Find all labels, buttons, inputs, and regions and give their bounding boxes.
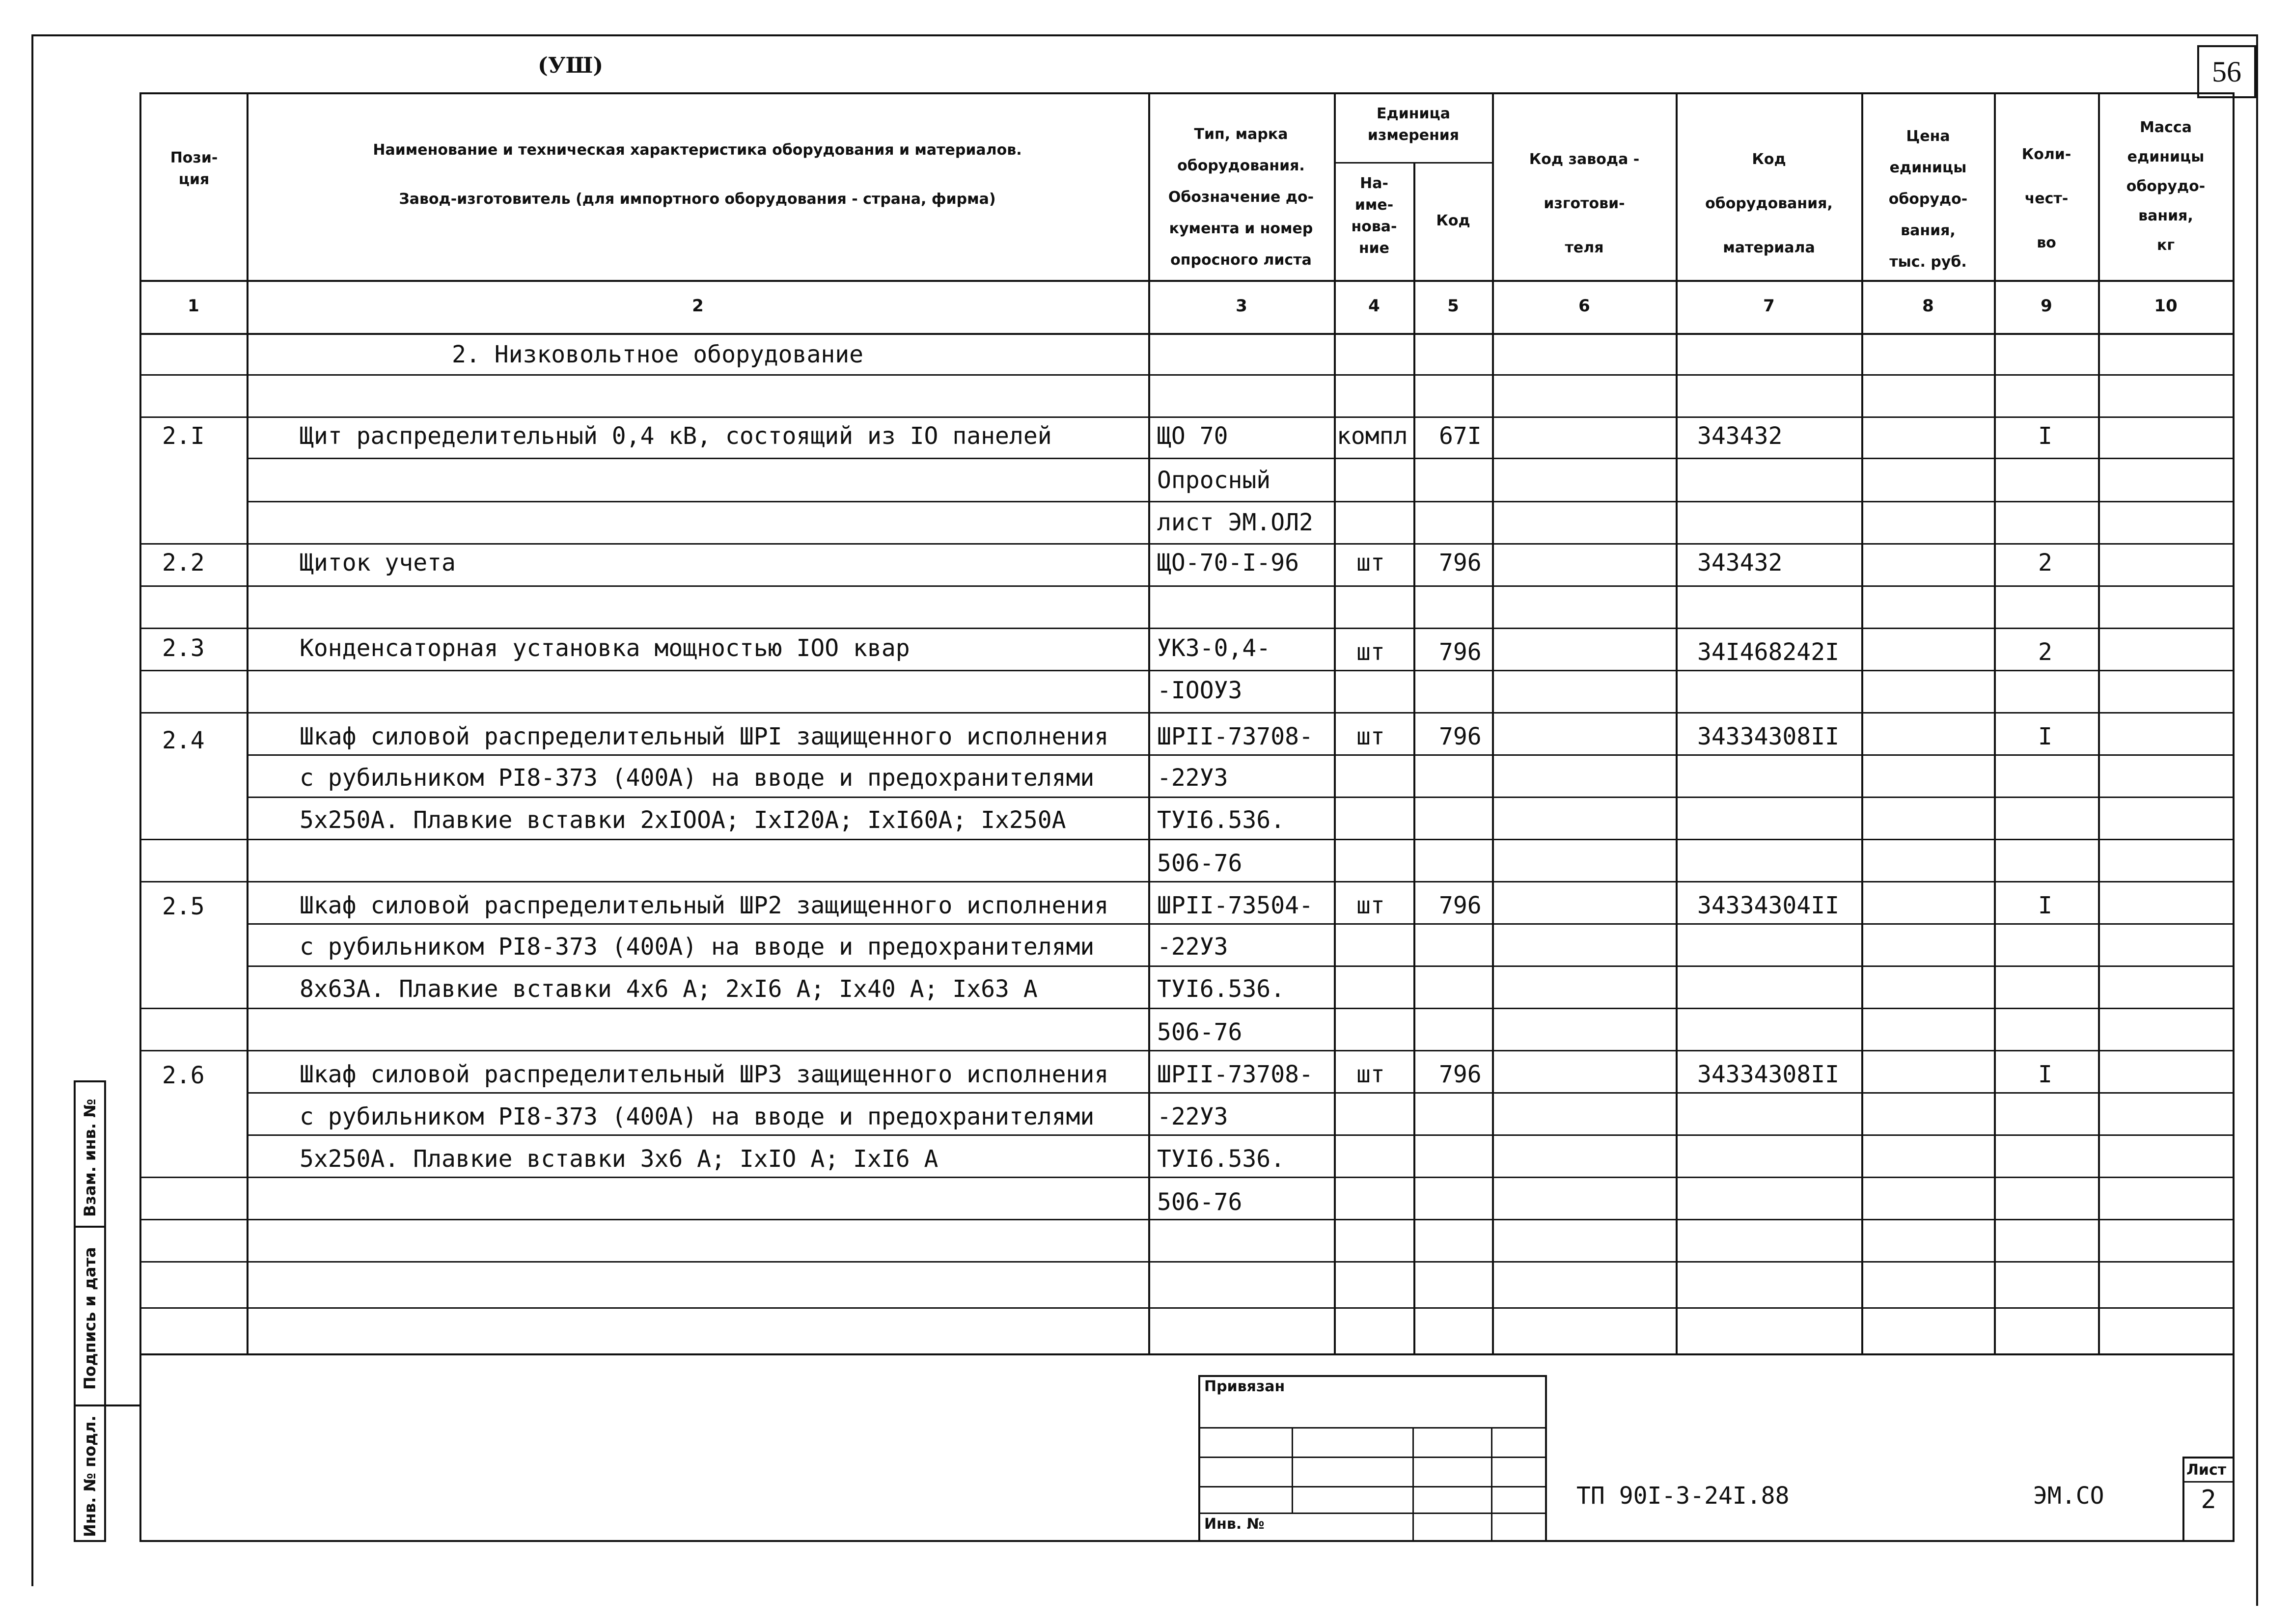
side-box-divider-2: [74, 1404, 106, 1406]
header-type: Тип, марка оборудования. Обозначение до- кумента и номер опросного листа: [1168, 126, 1314, 269]
ucode-2-1: 67I: [1439, 422, 1482, 450]
header-name-line1: Наименование и техническая характеристика оборудования и материалов.: [373, 141, 1022, 159]
header-unit-name: На- име- нова- ние: [1351, 175, 1397, 257]
colnum-7: 7: [1763, 296, 1775, 316]
row-line: [139, 585, 2233, 587]
row-line: [139, 374, 2233, 376]
type-2-5-line4: 506-76: [1157, 1018, 1242, 1046]
colnum-4: 4: [1368, 296, 1380, 316]
side-box-left-line: [74, 1080, 76, 1540]
header-equipment-code: Код оборудования, материала: [1705, 151, 1833, 256]
stamp-vline-1: [1292, 1427, 1293, 1513]
col-line-4: [1413, 162, 1415, 1354]
type-2-6-line2: -22УЗ: [1157, 1103, 1228, 1130]
type-2-4-line4: 506-76: [1157, 850, 1242, 877]
qty-2-6: I: [2038, 1061, 2052, 1088]
list-number: 2: [2201, 1485, 2216, 1514]
row-line: [139, 1261, 2233, 1263]
header-name-line2: Завод-изготовитель (для импортного оборудования - страна, фирма): [399, 191, 996, 208]
table-right-border: [2233, 92, 2235, 1542]
header-position: Пози- ция: [170, 149, 218, 188]
code-2-4: 34334308II: [1697, 723, 1839, 750]
unit-2-5: шт: [1356, 892, 1385, 919]
unit-2-1: компл: [1337, 422, 1408, 450]
stamp-inv-no-label: Инв. №: [1204, 1515, 1265, 1533]
code-2-2: 343432: [1697, 549, 1783, 577]
header-unit-code: Код: [1436, 212, 1470, 229]
type-2-4-line3: ТУI6.536.: [1157, 806, 1285, 834]
stamp-privyazan-top: [1198, 1375, 1546, 1377]
row-line: [247, 501, 2233, 502]
row-line: [247, 1134, 2233, 1136]
unit-subheader-line: [1334, 162, 1492, 164]
side-box-right-line: [104, 1080, 106, 1540]
col-line-1: [247, 92, 248, 1354]
colnum-bottom-line: [139, 333, 2233, 335]
name-2-4-line2: с рубильником РI8-373 (400А) на вводе и предохранителями: [300, 764, 1095, 792]
type-2-1-line2: Опросный: [1157, 467, 1271, 494]
name-2-1: Щит распределительный 0,4 кВ, состоящий из IO панелей: [300, 422, 1052, 450]
type-2-3-line2: -IOOУЗ: [1157, 677, 1242, 704]
name-2-6: Шкаф силовой распределительный ШР3 защищенного исполнения: [300, 1061, 1109, 1088]
colnum-3: 3: [1236, 296, 1247, 316]
type-2-2: ЩО-70-I-96: [1157, 549, 1299, 577]
name-2-4-line3: 5х250А. Плавкие вставки 2хIOOА; IхI20А; IхI60А; Iх250А: [300, 806, 1066, 834]
sheet-number: 56: [2197, 45, 2256, 98]
type-2-5: ШРII-73504-: [1157, 892, 1313, 919]
name-2-6-line3: 5х250А. Плавкие вставки 3х6 А; IхIO А; IхI6 А: [300, 1145, 938, 1173]
side-box-connector: [104, 1404, 141, 1406]
unit-2-4: шт: [1356, 723, 1385, 750]
row-line: [139, 1050, 2233, 1051]
pos-2-4: 2.4: [162, 727, 205, 754]
qty-2-5: I: [2038, 892, 2052, 919]
colnum-2: 2: [692, 296, 704, 316]
code-2-6: 34334308II: [1697, 1061, 1839, 1088]
qty-2-4: I: [2038, 723, 2052, 750]
type-2-4: ШРII-73708-: [1157, 723, 1313, 750]
unit-2-3: шт: [1356, 638, 1385, 666]
pos-2-1: 2.I: [162, 422, 205, 450]
side-box-top: [74, 1080, 106, 1082]
name-2-3: Конденсаторная установка мощностью IOO квар: [300, 634, 910, 662]
type-2-6-line4: 506-76: [1157, 1188, 1242, 1216]
header-mass: Масса единицы оборудо- вания, кг: [2126, 119, 2206, 254]
name-2-6-line2: с рубильником РI8-373 (400А) на вводе и предохранителями: [300, 1103, 1095, 1130]
stamp-line-1: [1198, 1427, 1546, 1429]
qty-2-1: I: [2038, 422, 2052, 450]
type-2-5-line3: ТУI6.536.: [1157, 975, 1285, 1003]
row-line: [247, 1092, 2233, 1094]
col-line-5: [1492, 92, 1494, 1354]
side-label-inv-podl: Инв. № подл.: [81, 1415, 99, 1537]
row-line: [247, 965, 2233, 967]
colnum-8: 8: [1922, 296, 1934, 316]
colnum-10: 10: [2154, 296, 2178, 316]
ucode-2-5: 796: [1439, 892, 1482, 919]
side-label-vzam-inv: Взам. инв. №: [81, 1099, 99, 1217]
list-box-divider: [2182, 1481, 2233, 1483]
table-bottom-border: [139, 1540, 2235, 1542]
stamp-vline-3: [1491, 1427, 1492, 1540]
document-code: ТП 90I-3-24I.88: [1576, 1482, 1790, 1510]
ucode-2-2: 796: [1439, 549, 1482, 577]
side-box-divider-1: [74, 1226, 106, 1228]
row-line: [139, 881, 2233, 882]
name-2-5: Шкаф силовой распределительный ШР2 защищенного исполнения: [300, 892, 1109, 919]
type-2-6: ШРII-73708-: [1157, 1061, 1313, 1088]
type-2-1-line3: лист ЭМ.ОЛ2: [1157, 509, 1313, 536]
row-line: [247, 923, 2233, 925]
col-line-7: [1861, 92, 1863, 1354]
right-binding-line: [2256, 34, 2258, 1606]
side-label-podpis-data: Подпись и дата: [81, 1247, 99, 1390]
row-line: [139, 1177, 2233, 1178]
col-line-2: [1148, 92, 1150, 1354]
row-line: [247, 754, 2233, 756]
top-mark: (УШ): [538, 53, 604, 78]
type-2-1: ЩО 70: [1157, 422, 1228, 450]
stamp-line-2: [1198, 1457, 1546, 1458]
pos-2-6: 2.6: [162, 1062, 205, 1089]
table-top-border: [139, 92, 2233, 94]
row-line: [139, 416, 2233, 418]
row-line: [139, 670, 2233, 671]
name-2-5-line3: 8х63А. Плавкие вставки 4х6 А; 2хI6 А; Iх40 А; Iх63 А: [300, 975, 1038, 1003]
row-line: [139, 839, 2233, 840]
left-binding-line: [31, 34, 33, 1586]
header-price: Цена единицы оборудо- вания, тыс. руб.: [1888, 128, 1968, 271]
name-2-4: Шкаф силовой распределительный ШРI защищенного исполнения: [300, 723, 1109, 750]
stamp-line-4: [1198, 1513, 1546, 1514]
col-line-6: [1676, 92, 1678, 1354]
list-box-top: [2182, 1457, 2233, 1459]
stamp-line-3: [1198, 1486, 1546, 1487]
name-2-2: Щиток учета: [300, 549, 456, 577]
row-line: [247, 797, 2233, 798]
col-line-9: [2098, 92, 2100, 1354]
colnum-9: 9: [2041, 296, 2052, 316]
row-line: [139, 628, 2233, 629]
side-box-bottom: [74, 1540, 106, 1542]
row-line: [247, 458, 2233, 459]
colnum-5: 5: [1447, 296, 1459, 316]
code-2-3: 34I468242I: [1697, 638, 1839, 666]
unit-2-2: шт: [1356, 549, 1385, 577]
section-title: 2. Низковольтное оборудование: [452, 341, 864, 368]
qty-2-3: 2: [2038, 638, 2052, 666]
code-2-5: 34334304II: [1697, 892, 1839, 919]
header-unit: Единица измерения: [1367, 105, 1460, 144]
ucode-2-6: 796: [1439, 1061, 1482, 1088]
pos-2-3: 2.3: [162, 634, 205, 662]
ucode-2-3: 796: [1439, 638, 1482, 666]
colnum-1: 1: [188, 296, 199, 316]
row-line: [139, 712, 2233, 714]
pos-2-5: 2.5: [162, 893, 205, 920]
row-line: [139, 1008, 2233, 1009]
unit-2-6: шт: [1356, 1061, 1385, 1088]
qty-2-2: 2: [2038, 549, 2052, 577]
type-2-3: УКЗ-0,4-: [1157, 634, 1271, 662]
colnum-6: 6: [1578, 296, 1590, 316]
pos-2-2: 2.2: [162, 549, 205, 577]
name-2-5-line2: с рубильником РI8-373 (400А) на вводе и предохранителями: [300, 933, 1095, 961]
type-2-6-line3: ТУI6.536.: [1157, 1145, 1285, 1173]
table-body-bottom-line: [139, 1353, 2233, 1355]
header-bottom-line: [139, 280, 2233, 282]
ucode-2-4: 796: [1439, 723, 1482, 750]
document-mark: ЭМ.СО: [2033, 1482, 2104, 1510]
top-binding-line: [31, 34, 2256, 36]
list-label: Лист: [2186, 1461, 2227, 1479]
row-line: [139, 543, 2233, 545]
stamp-vline-2: [1412, 1427, 1414, 1540]
header-factory-code: Код завода - изготови- теля: [1529, 151, 1640, 256]
type-2-4-line2: -22УЗ: [1157, 764, 1228, 792]
code-2-1: 343432: [1697, 422, 1783, 450]
stamp-privyazan-label: Привязан: [1204, 1378, 1285, 1395]
type-2-5-line2: -22УЗ: [1157, 933, 1228, 961]
row-line: [139, 1219, 2233, 1220]
col-line-3: [1334, 92, 1336, 1354]
row-line: [139, 1307, 2233, 1309]
header-quantity: Коли- чест- во: [2021, 146, 2071, 251]
col-line-8: [1994, 92, 1996, 1354]
